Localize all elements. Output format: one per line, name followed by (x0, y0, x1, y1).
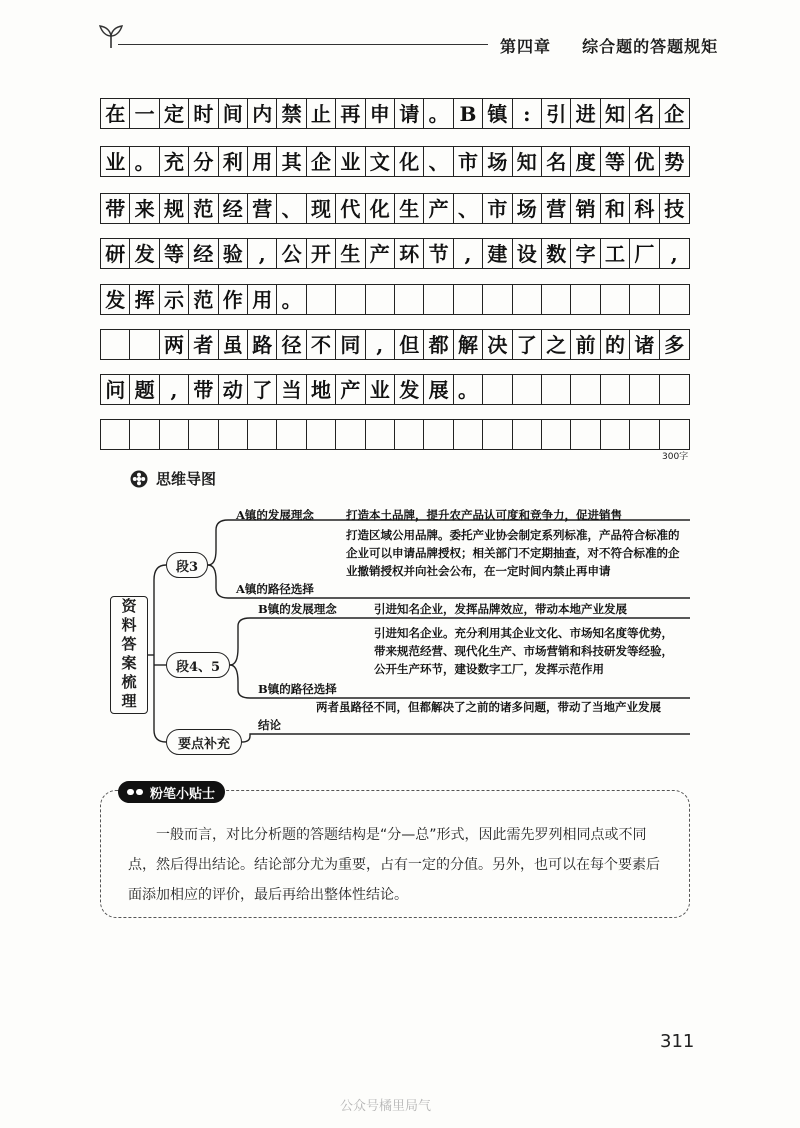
grid-cell (483, 285, 512, 314)
grid-cell: 止 (307, 99, 336, 128)
grid-cell: 营 (248, 194, 277, 223)
chalk-icon (126, 786, 144, 798)
grid-cell (101, 330, 130, 359)
grid-cell: 内 (248, 99, 277, 128)
grid-cell (130, 330, 159, 359)
grid-row (100, 329, 690, 360)
grid-cell (189, 420, 218, 449)
sprout-icon (96, 22, 126, 50)
grid-cell: 场 (483, 147, 512, 176)
grid-cell: 前 (571, 330, 600, 359)
grid-cell: 节 (424, 239, 453, 268)
tip-body: 一般而言，对比分析题的答题结构是“分—总”形式，因此需先罗列相同点或不同点，然后得出结论。结论部分尤为重要，占有一定的分值。另外，也可以在每个要素后面添加相应的评价，最后再给出整体性结论。 (128, 827, 660, 903)
grid-cell: 请 (395, 99, 424, 128)
grid-cell: 数 (542, 239, 571, 268)
grid-cell: 优 (630, 147, 659, 176)
grid-cell: 工 (601, 239, 630, 268)
grid-cell: 名 (630, 99, 659, 128)
grid-cell: 业 (366, 375, 395, 404)
grid-row (100, 146, 690, 177)
grid-cell: 。 (130, 147, 159, 176)
grid-row (100, 238, 690, 269)
word-count-label: 300字 (662, 452, 689, 462)
chapter-header (500, 34, 718, 57)
grid-cell (336, 420, 365, 449)
branch-value: 两者虽路径不同，但都解决了之前的诸多问题，带动了当地产业发展 (316, 700, 661, 714)
grid-cell: 再 (336, 99, 365, 128)
grid-row (100, 193, 690, 224)
grid-cell: 经 (189, 239, 218, 268)
grid-cell: 设 (513, 239, 542, 268)
grid-cell: 产 (424, 194, 453, 223)
grid-cell: 诸 (630, 330, 659, 359)
grid-cell: 科 (630, 194, 659, 223)
grid-cell: 发 (101, 285, 130, 314)
grid-cell: 知 (513, 147, 542, 176)
grid-cell: 、 (424, 147, 453, 176)
grid-row (100, 374, 690, 405)
grid-cell (630, 375, 659, 404)
grid-row (100, 284, 690, 315)
grid-cell: 。 (277, 285, 306, 314)
grid-cell: 、 (277, 194, 306, 223)
grid-cell (571, 375, 600, 404)
grid-cell: 。 (454, 375, 483, 404)
branch-value: 引进知名企业。充分利用其企业文化、市场知名度等优势，带来规范经营、现代化生产、市场营销和科技研发等经验，公开生产环节，建设数字工厂，发挥示范作用 (374, 626, 673, 676)
grid-cell: 利 (219, 147, 248, 176)
grid-cell: 都 (424, 330, 453, 359)
tip-badge-label: 粉笔小贴士 (150, 786, 216, 802)
grid-cell: 用 (248, 285, 277, 314)
grid-cell: 市 (483, 194, 512, 223)
grid-cell: 问 (101, 375, 130, 404)
branch-value: 打造区域公用品牌。委托产业协会制定系列标准，产品符合标准的企业可以申请品牌授权；相关部门不定期抽查，对不符合标准的企业撤销授权并向社会公布，在一定时间内禁止再申请 (346, 528, 680, 578)
grid-cell: , (248, 239, 277, 268)
grid-cell: 生 (395, 194, 424, 223)
grid-cell (336, 285, 365, 314)
grid-cell: 公 (277, 239, 306, 268)
grid-cell: , (366, 330, 395, 359)
grid-cell: 知 (601, 99, 630, 128)
grid-cell: 禁 (277, 99, 306, 128)
grid-cell: 引 (542, 99, 571, 128)
grid-cell: 企 (664, 101, 685, 126)
grid-cell (483, 375, 512, 404)
grid-cell: 业 (101, 147, 130, 176)
section-pill-2: 段4、5 (166, 652, 230, 678)
grid-cell: 代 (336, 194, 365, 223)
grid-cell (160, 420, 189, 449)
grid-cell: 者 (189, 330, 218, 359)
chapter-title: 综合题的答题规矩 (582, 37, 719, 56)
grid-cell: 动 (219, 375, 248, 404)
grid-row (100, 419, 690, 450)
grid-cell (395, 285, 424, 314)
grid-row (100, 98, 690, 129)
grid-cell: 来 (130, 194, 159, 223)
grid-cell (307, 285, 336, 314)
grid-cell: 等 (160, 239, 189, 268)
grid-cell: , (160, 375, 189, 404)
grid-cell: 申 (366, 99, 395, 128)
grid-cell: 在 (101, 99, 130, 128)
grid-cell: 两 (160, 330, 189, 359)
grid-cell: 销 (571, 194, 600, 223)
grid-cell (130, 420, 159, 449)
grid-cell: 路 (248, 330, 277, 359)
mindmap-heading: 思维导图 (156, 470, 217, 488)
grid-cell: , (454, 239, 483, 268)
watermark: 公众号橘里局气 (340, 1099, 432, 1114)
grid-cell: 用 (248, 147, 277, 176)
grid-cell: 虽 (219, 330, 248, 359)
grid-cell: 开 (307, 239, 336, 268)
grid-cell (307, 420, 336, 449)
grid-cell: 展 (424, 375, 453, 404)
grid-cell: 。 (424, 99, 453, 128)
grid-cell: 营 (542, 194, 571, 223)
grid-cell (424, 285, 453, 314)
grid-cell: 环 (395, 239, 424, 268)
branch-key: B镇的路径选择 (258, 682, 337, 696)
grid-cell: 企 (307, 147, 336, 176)
grid-cell: 多 (664, 332, 685, 357)
grid-cell: 市 (454, 147, 483, 176)
grid-cell: 但 (395, 330, 424, 359)
grid-cell: : (513, 99, 542, 128)
grid-cell (454, 285, 483, 314)
grid-cell: 挥 (130, 285, 159, 314)
grid-cell (601, 285, 630, 314)
grid-cell: 解 (454, 330, 483, 359)
grid-cell (571, 285, 600, 314)
grid-cell: 势 (664, 149, 685, 174)
grid-cell: 产 (366, 239, 395, 268)
branch-value: 引进知名企业，发挥品牌效应，带动本地产业发展 (374, 602, 627, 616)
grid-cell: 厂 (630, 239, 659, 268)
grid-cell: 场 (513, 194, 542, 223)
grid-cell: 不 (307, 330, 336, 359)
grid-cell (571, 420, 600, 449)
branch-key: 结论 (258, 718, 281, 732)
grid-cell: 了 (248, 375, 277, 404)
grid-cell: 径 (277, 330, 306, 359)
grid-cell: 带 (189, 375, 218, 404)
grid-cell (660, 375, 689, 404)
grid-cell: 了 (513, 330, 542, 359)
grid-cell: 间 (219, 99, 248, 128)
grid-cell (542, 420, 571, 449)
grid-cell: 名 (542, 147, 571, 176)
grid-cell: 作 (219, 285, 248, 314)
section-pill-3: 要点补充 (166, 729, 242, 755)
grid-cell: 带 (101, 194, 130, 223)
grid-cell: 业 (336, 147, 365, 176)
mindmap-root-label: 资料答案梳理 (119, 598, 138, 712)
grid-cell (366, 285, 395, 314)
grid-cell: 镇 (483, 99, 512, 128)
grid-cell: 技 (664, 196, 685, 221)
grid-cell: 和 (601, 194, 630, 223)
grid-cell (542, 285, 571, 314)
grid-cell: 进 (571, 99, 600, 128)
grid-cell: 发 (130, 239, 159, 268)
grid-cell: B (454, 99, 483, 128)
grid-cell: 经 (219, 194, 248, 223)
grid-cell: 度 (571, 147, 600, 176)
grid-cell: 字 (571, 239, 600, 268)
branch-value: 打造本土品牌，提升农产品认可度和竞争力，促进销售 (346, 508, 622, 522)
flower-icon (130, 470, 148, 488)
grid-cell: , (670, 241, 678, 266)
grid-cell (601, 420, 630, 449)
chapter-label: 第四章 (500, 37, 552, 56)
grid-cell: 发 (395, 375, 424, 404)
grid-cell: 之 (542, 330, 571, 359)
grid-cell (660, 420, 689, 449)
section-pill-1: 段3 (166, 552, 208, 578)
grid-cell (395, 420, 424, 449)
grid-cell: 其 (277, 147, 306, 176)
grid-cell: 范 (189, 194, 218, 223)
grid-cell (513, 285, 542, 314)
grid-cell: 当 (277, 375, 306, 404)
grid-cell: 充 (160, 147, 189, 176)
grid-cell: 示 (160, 285, 189, 314)
grid-cell (513, 420, 542, 449)
grid-cell: 验 (219, 239, 248, 268)
mindmap-root (110, 596, 148, 714)
grid-cell: 范 (189, 285, 218, 314)
branch-key: A镇的路径选择 (236, 582, 314, 596)
grid-cell: 产 (336, 375, 365, 404)
grid-cell: 、 (454, 194, 483, 223)
grid-cell: 一 (130, 99, 159, 128)
grid-cell (219, 420, 248, 449)
grid-cell: 等 (601, 147, 630, 176)
page-number: 311 (660, 1031, 695, 1052)
grid-cell: 研 (101, 239, 130, 268)
grid-cell (513, 375, 542, 404)
grid-cell (277, 420, 306, 449)
grid-cell: 的 (601, 330, 630, 359)
grid-cell: 文 (366, 147, 395, 176)
grid-cell: 定 (160, 99, 189, 128)
grid-cell (601, 375, 630, 404)
grid-cell: 建 (483, 239, 512, 268)
grid-cell (101, 420, 130, 449)
grid-cell: 化 (395, 147, 424, 176)
branch-key: B镇的发展理念 (258, 602, 337, 616)
tip-badge (118, 781, 225, 803)
grid-cell: 现 (307, 194, 336, 223)
grid-cell (454, 420, 483, 449)
grid-cell: 地 (307, 375, 336, 404)
grid-cell: 决 (483, 330, 512, 359)
grid-cell: 生 (336, 239, 365, 268)
grid-cell (424, 420, 453, 449)
grid-cell (248, 420, 277, 449)
grid-cell (660, 285, 689, 314)
grid-cell (366, 420, 395, 449)
grid-cell (542, 375, 571, 404)
grid-cell (483, 420, 512, 449)
grid-cell (630, 420, 659, 449)
grid-cell: 同 (336, 330, 365, 359)
grid-cell: 分 (189, 147, 218, 176)
header-rule (118, 44, 488, 45)
grid-cell: 时 (189, 99, 218, 128)
grid-cell: 规 (160, 194, 189, 223)
branch-key: A镇的发展理念 (236, 508, 314, 522)
grid-cell: 题 (130, 375, 159, 404)
grid-cell: 化 (366, 194, 395, 223)
grid-cell (630, 285, 659, 314)
